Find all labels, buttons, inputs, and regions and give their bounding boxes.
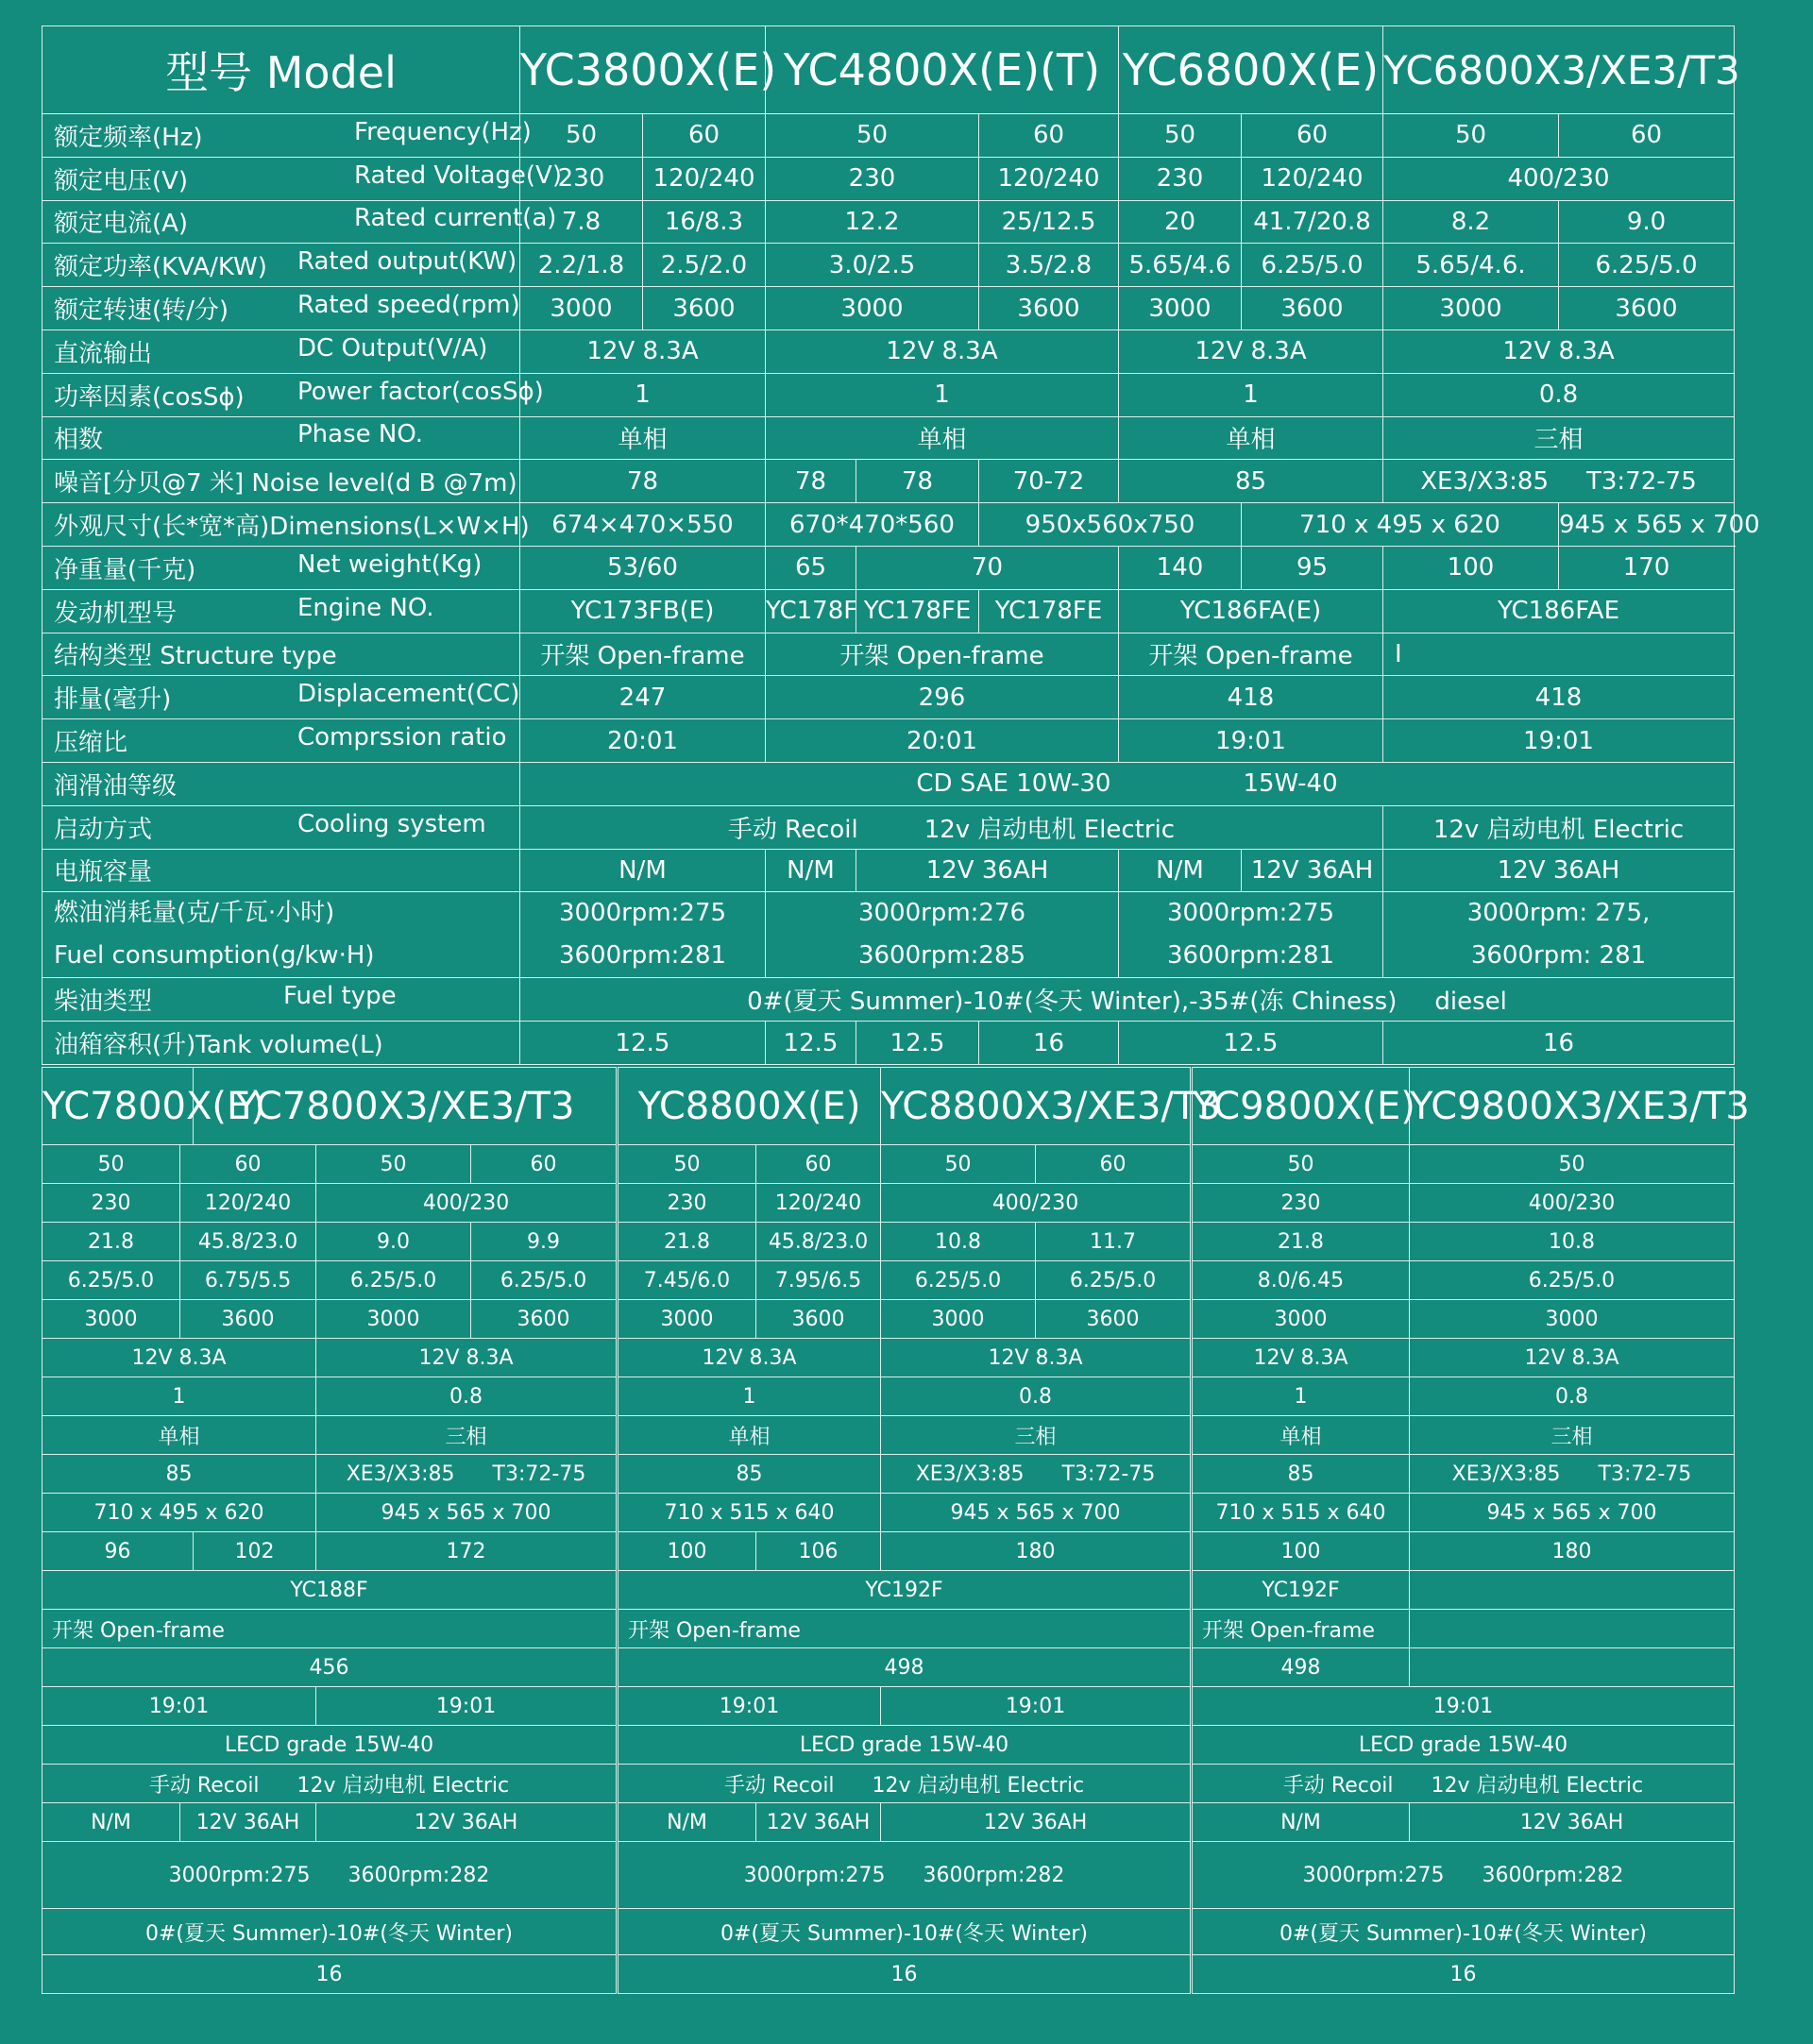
- cell: 6.25/5.0: [1242, 244, 1383, 287]
- row-label: 发动机型号 Engine NO.: [42, 589, 520, 633]
- row-label: 噪音[分贝@7 米] Noise level(d B @7m): [42, 460, 520, 503]
- cell: YC178FE: [979, 589, 1119, 633]
- cell: 12v 启动电机 Electric: [1383, 805, 1735, 849]
- cell: 1: [1193, 1377, 1410, 1416]
- cell: 20:01: [766, 719, 1119, 763]
- cell: 60: [643, 114, 766, 158]
- cell: 单相: [520, 416, 766, 460]
- cell: 1: [618, 1377, 881, 1416]
- cell: 20: [1119, 200, 1242, 244]
- cell: 3600: [643, 287, 766, 330]
- cell: 418: [1383, 676, 1735, 719]
- cell: 100: [618, 1532, 756, 1571]
- cell: 0.8: [316, 1377, 617, 1416]
- cell: 60: [756, 1145, 881, 1184]
- cell: 3600: [1242, 287, 1383, 330]
- cell: 12V 36AH: [881, 1803, 1191, 1842]
- dc-output-row: [42, 329, 1735, 373]
- cell: 50: [881, 1145, 1036, 1184]
- model-name: YC8800X(E): [618, 1068, 881, 1145]
- cell: 70: [856, 546, 1119, 589]
- cell: YC178FE: [856, 589, 979, 633]
- cell: 418: [1119, 676, 1383, 719]
- cell: 3000: [1119, 287, 1242, 330]
- cell: 50: [316, 1145, 471, 1184]
- cell: XE3/X3:85 T3:72-75: [1410, 1455, 1735, 1494]
- cell: 41.7/20.8: [1242, 200, 1383, 244]
- cell: 674×470×550: [520, 503, 766, 547]
- cell: 三相: [881, 1416, 1191, 1455]
- cell: 120/240: [180, 1184, 316, 1223]
- cell: 7.45/6.0: [618, 1261, 756, 1300]
- fuel-consumption-row: [42, 892, 1735, 978]
- cell: 12.5: [766, 1022, 856, 1065]
- cell: 12V 8.3A: [316, 1339, 617, 1377]
- cell: 25/12.5: [979, 200, 1119, 244]
- cell: 85: [42, 1455, 316, 1494]
- cell: [1410, 1610, 1735, 1648]
- cell: 12V 36AH: [1410, 1803, 1735, 1842]
- displacement-row: [42, 676, 1735, 719]
- cell: 12.5: [856, 1022, 979, 1065]
- cell: YC186FA(E): [1119, 589, 1383, 633]
- cell: 3000: [766, 287, 979, 330]
- model-name: YC9800X3/XE3/T3: [1410, 1068, 1735, 1145]
- cell: [1410, 1648, 1735, 1687]
- cell: 78: [520, 460, 766, 503]
- cell: 19:01: [1193, 1687, 1735, 1726]
- cell: LECD grade 15W-40: [1193, 1726, 1735, 1765]
- cell: 6.75/5.5: [180, 1261, 316, 1300]
- cell: [1410, 1571, 1735, 1610]
- cell: LECD grade 15W-40: [42, 1726, 617, 1765]
- cell: 1: [766, 373, 1119, 416]
- compression-row: [42, 719, 1735, 763]
- model-name: YC6800X3/XE3/T3: [1383, 26, 1735, 114]
- cell: 296: [766, 676, 1119, 719]
- cell: 单相: [1193, 1416, 1410, 1455]
- model-name: YC4800X(E)(T): [766, 26, 1119, 114]
- cell: 19:01: [316, 1687, 617, 1726]
- structure-row: [42, 633, 1735, 676]
- cell: N/M: [1119, 849, 1242, 892]
- output-row: [42, 244, 1735, 287]
- cell: 12V 8.3A: [1383, 329, 1735, 373]
- cell: 5.65/4.6.: [1383, 244, 1559, 287]
- cell: 12V 8.3A: [42, 1339, 316, 1377]
- cell: 16: [618, 1955, 1191, 1994]
- cell: 50: [1410, 1145, 1735, 1184]
- cell: 45.8/23.0: [756, 1223, 881, 1261]
- cell: 0#(夏天 Summer)-10#(冬天 Winter),-35#(冻 Chiness) diesel: [520, 978, 1735, 1022]
- cell: 3000: [1410, 1300, 1735, 1339]
- cell: 单相: [766, 416, 1119, 460]
- cell: 498: [618, 1648, 1191, 1687]
- cell: 60: [1242, 114, 1383, 158]
- cell: 945 x 565 x 700: [1410, 1494, 1735, 1532]
- cell: 1: [42, 1377, 316, 1416]
- cell: 12V 36AH: [180, 1803, 316, 1842]
- cell: 三相: [1383, 416, 1735, 460]
- battery-row: [42, 849, 1735, 892]
- cell: 开架 Open-frame: [766, 633, 1119, 676]
- cell: XE3/X3:85 T3:72-75: [316, 1455, 617, 1494]
- cell: 6.25/5.0: [471, 1261, 617, 1300]
- phase-row: [42, 416, 1735, 460]
- cell: 0#(夏天 Summer)-10#(冬天 Winter): [1193, 1909, 1735, 1955]
- cell: 三相: [316, 1416, 617, 1455]
- cell: 120/240: [756, 1184, 881, 1223]
- cell: CD SAE 10W-30 15W-40: [520, 762, 1735, 805]
- row-label: 柴油类型 Fuel type: [42, 978, 520, 1022]
- cell: 12V 8.3A: [1119, 329, 1383, 373]
- cell: 16: [979, 1022, 1119, 1065]
- row-label: 排量(毫升) Displacement(CC): [42, 676, 520, 719]
- cell: 100: [1193, 1532, 1410, 1571]
- cell: 65: [766, 546, 856, 589]
- oil-row: [42, 762, 1735, 805]
- cell: 12.5: [520, 1022, 766, 1065]
- cell: 12.2: [766, 200, 979, 244]
- cell: 140: [1119, 546, 1242, 589]
- dimensions-row: [42, 503, 1735, 547]
- cell: 6.25/5.0: [881, 1261, 1036, 1300]
- cell: 60: [180, 1145, 316, 1184]
- cell: 5.65/4.6: [1119, 244, 1242, 287]
- cell: 开架 Open-frame: [618, 1610, 1191, 1648]
- row-label: 压缩比 Comprssion ratio: [42, 719, 520, 763]
- cell: 7.8: [520, 200, 643, 244]
- cell: 19:01: [1119, 719, 1383, 763]
- cell: 0#(夏天 Summer)-10#(冬天 Winter): [42, 1909, 617, 1955]
- row-label: 启动方式 Cooling system: [42, 805, 520, 849]
- cell: 456: [42, 1648, 617, 1687]
- cell: YC178F: [766, 589, 856, 633]
- row-label: 额定转速(转/分) Rated speed(rpm): [42, 287, 520, 330]
- spec-table-yc8800: [618, 1067, 1221, 1994]
- model-name: YC8800X3/XE3/T3: [881, 1068, 1191, 1145]
- model-name: YC9800X(E): [1193, 1068, 1410, 1145]
- spec-table-yc7800: [42, 1067, 617, 1994]
- cell: 3.5/2.8: [979, 244, 1119, 287]
- cell: 开架 Open-frame: [42, 1610, 617, 1648]
- speed-row: [42, 287, 1735, 330]
- row-label: 油箱容积(升)Tank volume(L): [42, 1022, 520, 1065]
- cell: 6.25/5.0: [1036, 1261, 1191, 1300]
- cell: N/M: [1193, 1803, 1410, 1842]
- row-label: 额定电流(A) Rated current(a): [42, 200, 520, 244]
- row-label: 额定功率(KVA/KW) Rated output(KW): [42, 244, 520, 287]
- cell: 230: [618, 1184, 756, 1223]
- engine-row: [42, 589, 1735, 633]
- cell: 3000: [42, 1300, 180, 1339]
- cell: 3000: [1193, 1300, 1410, 1339]
- cell: 12V 36AH: [856, 849, 1119, 892]
- cell: 85: [1193, 1455, 1410, 1494]
- cell: 单相: [618, 1416, 881, 1455]
- cell: 19:01: [42, 1687, 316, 1726]
- cell: 498: [1193, 1648, 1410, 1687]
- cell: 6.25/5.0: [1559, 244, 1735, 287]
- cell: 手动 Recoil 12v 启动电机 Electric: [618, 1765, 1191, 1803]
- row-label: 功率因素(cosSϕ) Power factor(cosSϕ): [42, 373, 520, 416]
- cell: 开架 Open-frame: [1193, 1610, 1410, 1648]
- cell: 120/240: [979, 157, 1119, 200]
- cell: 2.5/2.0: [643, 244, 766, 287]
- cell: 3600: [1559, 287, 1735, 330]
- cell: 9.0: [316, 1223, 471, 1261]
- cell: YC192F: [618, 1571, 1191, 1610]
- cell: YC173FB(E): [520, 589, 766, 633]
- cell: 50: [1193, 1145, 1410, 1184]
- cell: 12V 36AH: [1383, 849, 1735, 892]
- cell: 3000: [1383, 287, 1559, 330]
- row-label: 额定频率(Hz) Frequency(Hz): [42, 114, 520, 158]
- cell: 230: [520, 157, 643, 200]
- voltage-row: [42, 157, 1735, 200]
- cell: YC192F: [1193, 1571, 1410, 1610]
- cell: 120/240: [1242, 157, 1383, 200]
- row-label: 直流输出 DC Output(V/A): [42, 329, 520, 373]
- cell: 19:01: [618, 1687, 881, 1726]
- cell: 230: [1119, 157, 1242, 200]
- cell: 1: [1119, 373, 1383, 416]
- cell: 3000rpm:275 3600rpm:282: [618, 1842, 1191, 1909]
- cell: 78: [766, 460, 856, 503]
- cell: 60: [979, 114, 1119, 158]
- cell: 230: [766, 157, 979, 200]
- cell: 0.8: [1410, 1377, 1735, 1416]
- cell: 0.8: [881, 1377, 1191, 1416]
- cell: 50: [1383, 114, 1559, 158]
- cell: 50: [766, 114, 979, 158]
- cell: 3000rpm:275 3600rpm:282: [42, 1842, 617, 1909]
- row-label: 外观尺寸(长*宽*高)Dimensions(L×W×H): [42, 503, 520, 547]
- cell: 10.8: [881, 1223, 1036, 1261]
- cell: 96: [42, 1532, 194, 1571]
- cell: YC188F: [42, 1571, 617, 1610]
- cell: 单相: [1119, 416, 1383, 460]
- row-label: 燃油消耗量(克/千瓦·小时) Fuel consumption(g/kw·H): [42, 892, 520, 978]
- cell: 3000rpm: 275, 3600rpm: 281: [1383, 892, 1735, 978]
- cell: 3000: [520, 287, 643, 330]
- cell: 180: [1410, 1532, 1735, 1571]
- cell: 3.0/2.5: [766, 244, 979, 287]
- cell: YC186FAE: [1383, 589, 1735, 633]
- cell: 3000rpm:276 3600rpm:285: [766, 892, 1119, 978]
- cell: 247: [520, 676, 766, 719]
- cell: N/M: [520, 849, 766, 892]
- cell: 670*470*560: [766, 503, 979, 547]
- cell: 710 x 495 x 620: [1242, 503, 1559, 547]
- cell: 16: [1383, 1022, 1735, 1065]
- cell: 100: [1383, 546, 1559, 589]
- cell: 45.8/23.0: [180, 1223, 316, 1261]
- cell: N/M: [618, 1803, 756, 1842]
- cell: LECD grade 15W-40: [618, 1726, 1191, 1765]
- cell: 95: [1242, 546, 1383, 589]
- cell: 53/60: [520, 546, 766, 589]
- cell: 手动 Recoil 12v 启动电机 Electric: [42, 1765, 617, 1803]
- cell: 手动 Recoil 12v 启动电机 Electric: [520, 805, 1383, 849]
- cell: 400/230: [1410, 1184, 1735, 1223]
- cell: 400/230: [316, 1184, 617, 1223]
- cell: 85: [618, 1455, 881, 1494]
- cell: 16/8.3: [643, 200, 766, 244]
- cell: 70-72: [979, 460, 1119, 503]
- cell: 945 x 565 x 700: [881, 1494, 1191, 1532]
- cell: 60: [1559, 114, 1735, 158]
- cell: 19:01: [1383, 719, 1735, 763]
- cell: 170: [1559, 546, 1735, 589]
- cell: 1: [520, 373, 766, 416]
- model-header-row: [42, 26, 1735, 114]
- row-label: 润滑油等级: [42, 762, 520, 805]
- cell: 11.7: [1036, 1223, 1191, 1261]
- cell: 9.0: [1559, 200, 1735, 244]
- model-name: YC7800X(E): [42, 1068, 194, 1145]
- cell: 三相: [1410, 1416, 1735, 1455]
- cell: 60: [1036, 1145, 1191, 1184]
- cell: 3600: [471, 1300, 617, 1339]
- cell: 6.25/5.0: [316, 1261, 471, 1300]
- cell: 950x560x750: [979, 503, 1242, 547]
- cell: 85: [1119, 460, 1383, 503]
- cell: 12.5: [1119, 1022, 1383, 1065]
- cell: XE3/X3:85 T3:72-75: [1383, 460, 1735, 503]
- cell: 9.9: [471, 1223, 617, 1261]
- cell: N/M: [766, 849, 856, 892]
- cell: 230: [1193, 1184, 1410, 1223]
- cell: 手动 Recoil 12v 启动电机 Electric: [1193, 1765, 1735, 1803]
- cell: 50: [1119, 114, 1242, 158]
- cell: 开架 Open-frame: [1119, 633, 1383, 676]
- cell: 12V 8.3A: [1410, 1339, 1735, 1377]
- cell: 12V 8.3A: [618, 1339, 881, 1377]
- cell: 12V 8.3A: [520, 329, 766, 373]
- cell: 7.95/6.5: [756, 1261, 881, 1300]
- cell: 3000: [881, 1300, 1036, 1339]
- row-label: 结构类型 Structure type: [42, 633, 520, 676]
- cell: 3000: [316, 1300, 471, 1339]
- cell: 230: [42, 1184, 180, 1223]
- cell: 12V 8.3A: [1193, 1339, 1410, 1377]
- spec-table-main: [42, 25, 1760, 1065]
- cell: 16: [42, 1955, 617, 1994]
- cell: 50: [42, 1145, 180, 1184]
- cell: N/M: [42, 1803, 180, 1842]
- cell: 3000rpm:275 3600rpm:281: [1119, 892, 1383, 978]
- cell: 12V 36AH: [756, 1803, 881, 1842]
- cell: 0.8: [1383, 373, 1735, 416]
- cell: 16: [1193, 1955, 1735, 1994]
- cell: 12V 36AH: [316, 1803, 617, 1842]
- cell: 3000rpm:275 3600rpm:282: [1193, 1842, 1735, 1909]
- cell: 400/230: [1383, 157, 1735, 200]
- cell: 945 x 565 x 700: [1559, 503, 1735, 547]
- power-factor-row: [42, 373, 1735, 416]
- cell: 20:01: [520, 719, 766, 763]
- cell: 106: [756, 1532, 881, 1571]
- cell: 2.2/1.8: [520, 244, 643, 287]
- cell: 8.0/6.45: [1193, 1261, 1410, 1300]
- cell: 3000: [618, 1300, 756, 1339]
- model-name: YC3800X(E): [520, 26, 766, 114]
- cell: 6.25/5.0: [42, 1261, 180, 1300]
- cell: 开架 Open-frame: [520, 633, 766, 676]
- cell: 6.25/5.0: [1410, 1261, 1735, 1300]
- row-label: 电瓶容量: [42, 849, 520, 892]
- cell: 12V 36AH: [1242, 849, 1383, 892]
- spec-table-yc9800: [1192, 1067, 1750, 1994]
- cell: 710 x 515 x 640: [618, 1494, 881, 1532]
- cell: 10.8: [1410, 1223, 1735, 1261]
- cell: 8.2: [1383, 200, 1559, 244]
- cell: 180: [881, 1532, 1191, 1571]
- model-name: YC6800X(E): [1119, 26, 1383, 114]
- cell: 3600: [1036, 1300, 1191, 1339]
- cell: 78: [856, 460, 979, 503]
- cell: 50: [618, 1145, 756, 1184]
- cell: 0#(夏天 Summer)-10#(冬天 Winter): [618, 1909, 1191, 1955]
- cell: 21.8: [42, 1223, 180, 1261]
- cell: 3600: [756, 1300, 881, 1339]
- weight-row: [42, 546, 1735, 589]
- noise-row: [42, 460, 1735, 503]
- cell: 945 x 565 x 700: [316, 1494, 617, 1532]
- cell: 12V 8.3A: [881, 1339, 1191, 1377]
- cell: 710 x 515 x 640: [1193, 1494, 1410, 1532]
- cell: 3600: [979, 287, 1119, 330]
- model-name: YC7800X3/XE3/T3: [194, 1068, 617, 1145]
- cell: 单相: [42, 1416, 316, 1455]
- row-label: 净重量(千克) Net weight(Kg): [42, 546, 520, 589]
- current-row: [42, 200, 1735, 244]
- model-label: 型号 Model: [42, 26, 520, 114]
- fuel-type-row: [42, 978, 1735, 1022]
- cell: 19:01: [881, 1687, 1191, 1726]
- cell: 60: [471, 1145, 617, 1184]
- tank-row: [42, 1022, 1735, 1065]
- cell: 172: [316, 1532, 617, 1571]
- cell: 102: [194, 1532, 316, 1571]
- cell: 21.8: [1193, 1223, 1410, 1261]
- row-label: 相数 Phase NO.: [42, 416, 520, 460]
- cell: 710 x 495 x 620: [42, 1494, 316, 1532]
- cell: I: [1383, 633, 1735, 676]
- frequency-row: [42, 114, 1735, 158]
- cell: 21.8: [618, 1223, 756, 1261]
- start-row: [42, 805, 1735, 849]
- cell: 120/240: [643, 157, 766, 200]
- row-label: 额定电压(V) Rated Voltage(V): [42, 157, 520, 200]
- cell: 50: [520, 114, 643, 158]
- cell: 3000rpm:275 3600rpm:281: [520, 892, 766, 978]
- cell: 400/230: [881, 1184, 1191, 1223]
- cell: 12V 8.3A: [766, 329, 1119, 373]
- cell: XE3/X3:85 T3:72-75: [881, 1455, 1191, 1494]
- cell: 3600: [180, 1300, 316, 1339]
